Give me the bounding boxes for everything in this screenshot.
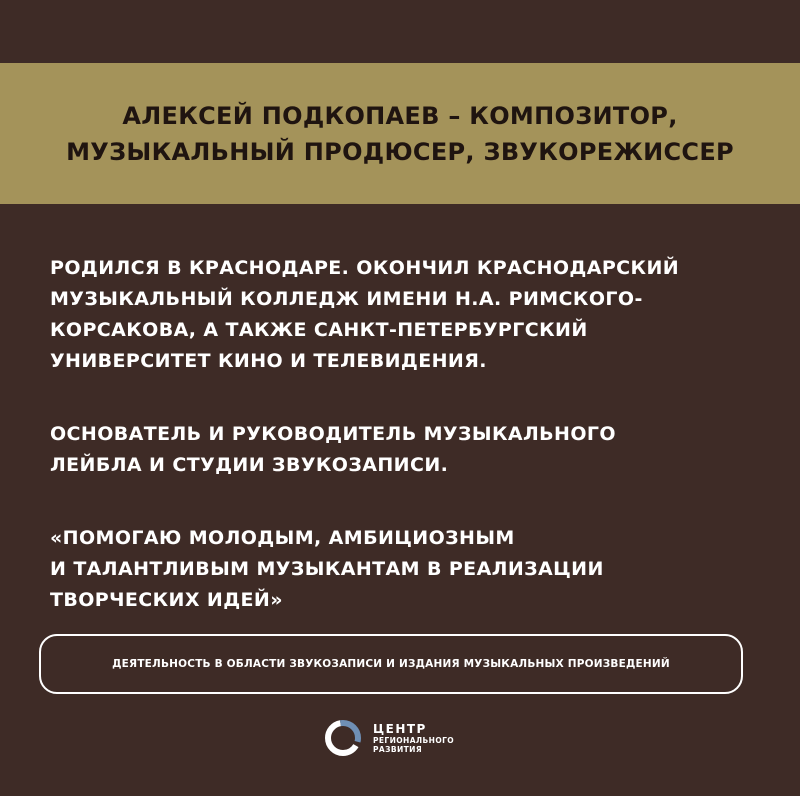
- bio-quote: [50, 523, 770, 616]
- bio-section: [50, 253, 770, 658]
- logo-text: [373, 723, 454, 754]
- logo-line-3: РАЗВИТИЯ: [373, 745, 422, 754]
- activity-label: ДЕЯТЕЛЬНОСТЬ В ОБЛАСТИ ЗВУКОЗАПИСИ И ИЗДАНИЯ МУЗЫКАЛЬНЫХ ПРОИЗВЕДЕНИЙ: [112, 658, 670, 670]
- title-line-1: АЛЕКСЕЙ ПОДКОПАЕВ – КОМПОЗИТОР,: [122, 101, 678, 130]
- logo-line-1: ЦЕНТР: [373, 721, 427, 736]
- bio-paragraph-education: [50, 253, 770, 377]
- logo-line-2: РЕГИОНАЛЬНОГО: [373, 735, 455, 745]
- title-line-2: МУЗЫКАЛЬНЫЙ ПРОДЮСЕР, ЗВУКОРЕЖИССЕР: [66, 137, 734, 166]
- bio-line: МУЗЫКАЛЬНЫЙ КОЛЛЕДЖ ИМЕНИ Н.А. РИМСКОГО-: [50, 288, 643, 310]
- bio-line: РОДИЛСЯ В КРАСНОДАРЕ. ОКОНЧИЛ КРАСНОДАРСКИЙ: [50, 257, 680, 279]
- quote-line: ТВОРЧЕСКИХ ИДЕЙ»: [50, 589, 283, 611]
- quote-line: «ПОМОГАЮ МОЛОДЫМ, АМБИЦИОЗНЫМ: [50, 527, 515, 549]
- center-logo: [323, 718, 454, 758]
- bio-line: УНИВЕРСИТЕТ КИНО И ТЕЛЕВИДЕНИЯ.: [50, 350, 487, 372]
- quote-line: И ТАЛАНТЛИВЫМ МУЗЫКАНТАМ В РЕАЛИЗАЦИИ: [50, 558, 604, 580]
- bio-line: КОРСАКОВА, А ТАКЖЕ САНКТ-ПЕТЕРБУРГСКИЙ: [50, 319, 588, 341]
- title-banner: [0, 63, 800, 204]
- bio-paragraph-founder: [50, 419, 770, 481]
- ring-logo-icon: [323, 718, 363, 758]
- activity-badge: [39, 634, 743, 694]
- bio-line: ЛЕЙБЛА И СТУДИИ ЗВУКОЗАПИСИ.: [50, 454, 449, 476]
- bio-line: ОСНОВАТЕЛЬ И РУКОВОДИТЕЛЬ МУЗЫКАЛЬНОГО: [50, 423, 616, 445]
